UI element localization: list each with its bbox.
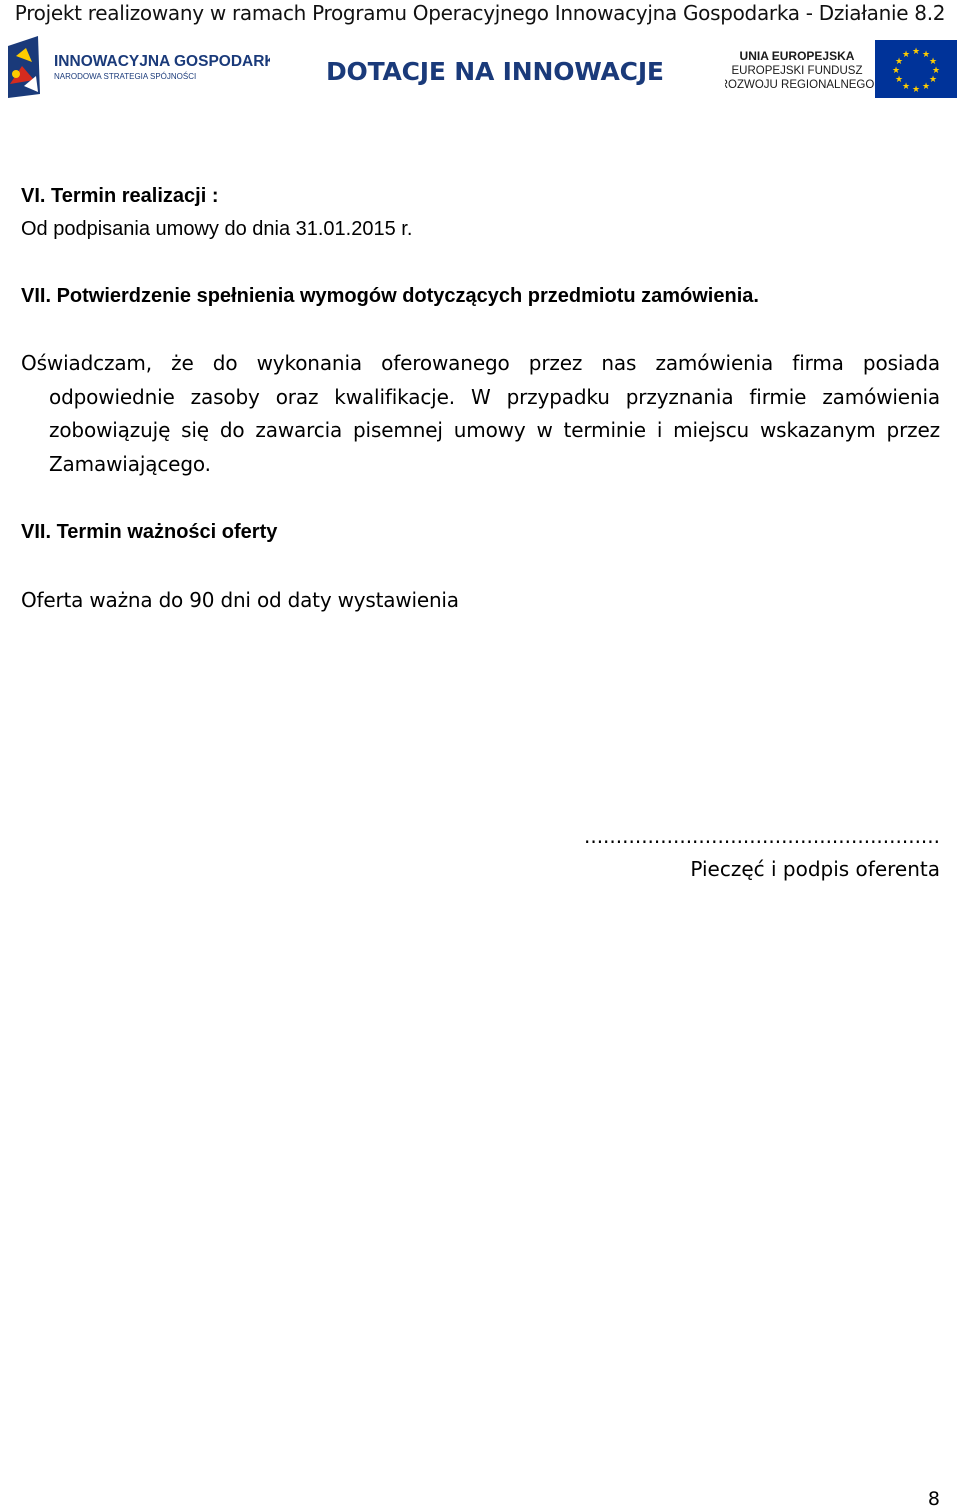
svg-text:★: ★ <box>921 82 931 92</box>
svg-text:★: ★ <box>921 50 931 60</box>
section-7-paragraph-rest: odpowiednie zasoby oraz kwalifikacje. W przypadku przyznania firmie zamówienia zobowiązuję się do zawarcia pisemnej umowy w terminie i miejscu wskazanym przez Zamawiającego. <box>49 384 940 476</box>
svg-text:★: ★ <box>894 57 904 67</box>
svg-text:★: ★ <box>894 75 904 85</box>
ig-logo-graphic <box>8 36 270 98</box>
svg-text:★: ★ <box>931 66 941 76</box>
section-8-text: Oferta ważna do 90 dni od daty wystawienia <box>21 588 459 612</box>
svg-text:★: ★ <box>928 57 938 67</box>
eu-logo-line1: UNIA EUROPEJSKA <box>739 49 855 63</box>
svg-text:★: ★ <box>891 66 901 76</box>
eu-logo-line2: EUROPEJSKI FUNDUSZ <box>731 65 863 77</box>
svg-text:★: ★ <box>901 50 911 60</box>
eu-logo-line3: ROZWOJU REGIONALNEGO <box>725 79 875 91</box>
program-title: DOTACJE NA INNOWACJE <box>326 57 664 86</box>
svg-text:★: ★ <box>928 75 938 85</box>
section-6-text: Od podpisania umowy do dnia 31.01.2015 r. <box>21 218 413 240</box>
section-8-heading: VII. Termin ważności oferty <box>21 521 278 543</box>
svg-text:★: ★ <box>911 85 921 95</box>
eu-fund-logo <box>725 40 957 98</box>
ig-logo-name: INNOWACYJNA GOSPODARKA <box>54 53 270 70</box>
section-7-heading: VII. Potwierdzenie spełnienia wymogów dotyczących przedmiotu zamówienia. <box>21 285 759 307</box>
eu-logo-graphic <box>725 40 957 98</box>
ig-logo-subtitle: NARODOWA STRATEGIA SPÓJNOŚCI <box>54 72 197 81</box>
section-7-paragraph <box>21 347 940 481</box>
project-header-line: Projekt realizowany w ramach Programu Operacyjnego Innowacyjna Gospodarka - Działanie 8.2 <box>14 1 946 25</box>
signature-label: Pieczęć i podpis oferenta <box>690 857 940 881</box>
svg-text:★: ★ <box>911 47 921 57</box>
section-7-paragraph-first-line: Oświadczam, że do wykonania oferowanego przez nas zamówienia firma posiada <box>21 351 940 375</box>
svg-text:★: ★ <box>901 82 911 92</box>
page-number: 8 <box>927 1488 940 1510</box>
section-6-heading: VI. Termin realizacji : <box>21 185 219 207</box>
innowacyjna-gospodarka-logo <box>8 36 270 98</box>
signature-line: ........................................................ <box>583 824 940 848</box>
